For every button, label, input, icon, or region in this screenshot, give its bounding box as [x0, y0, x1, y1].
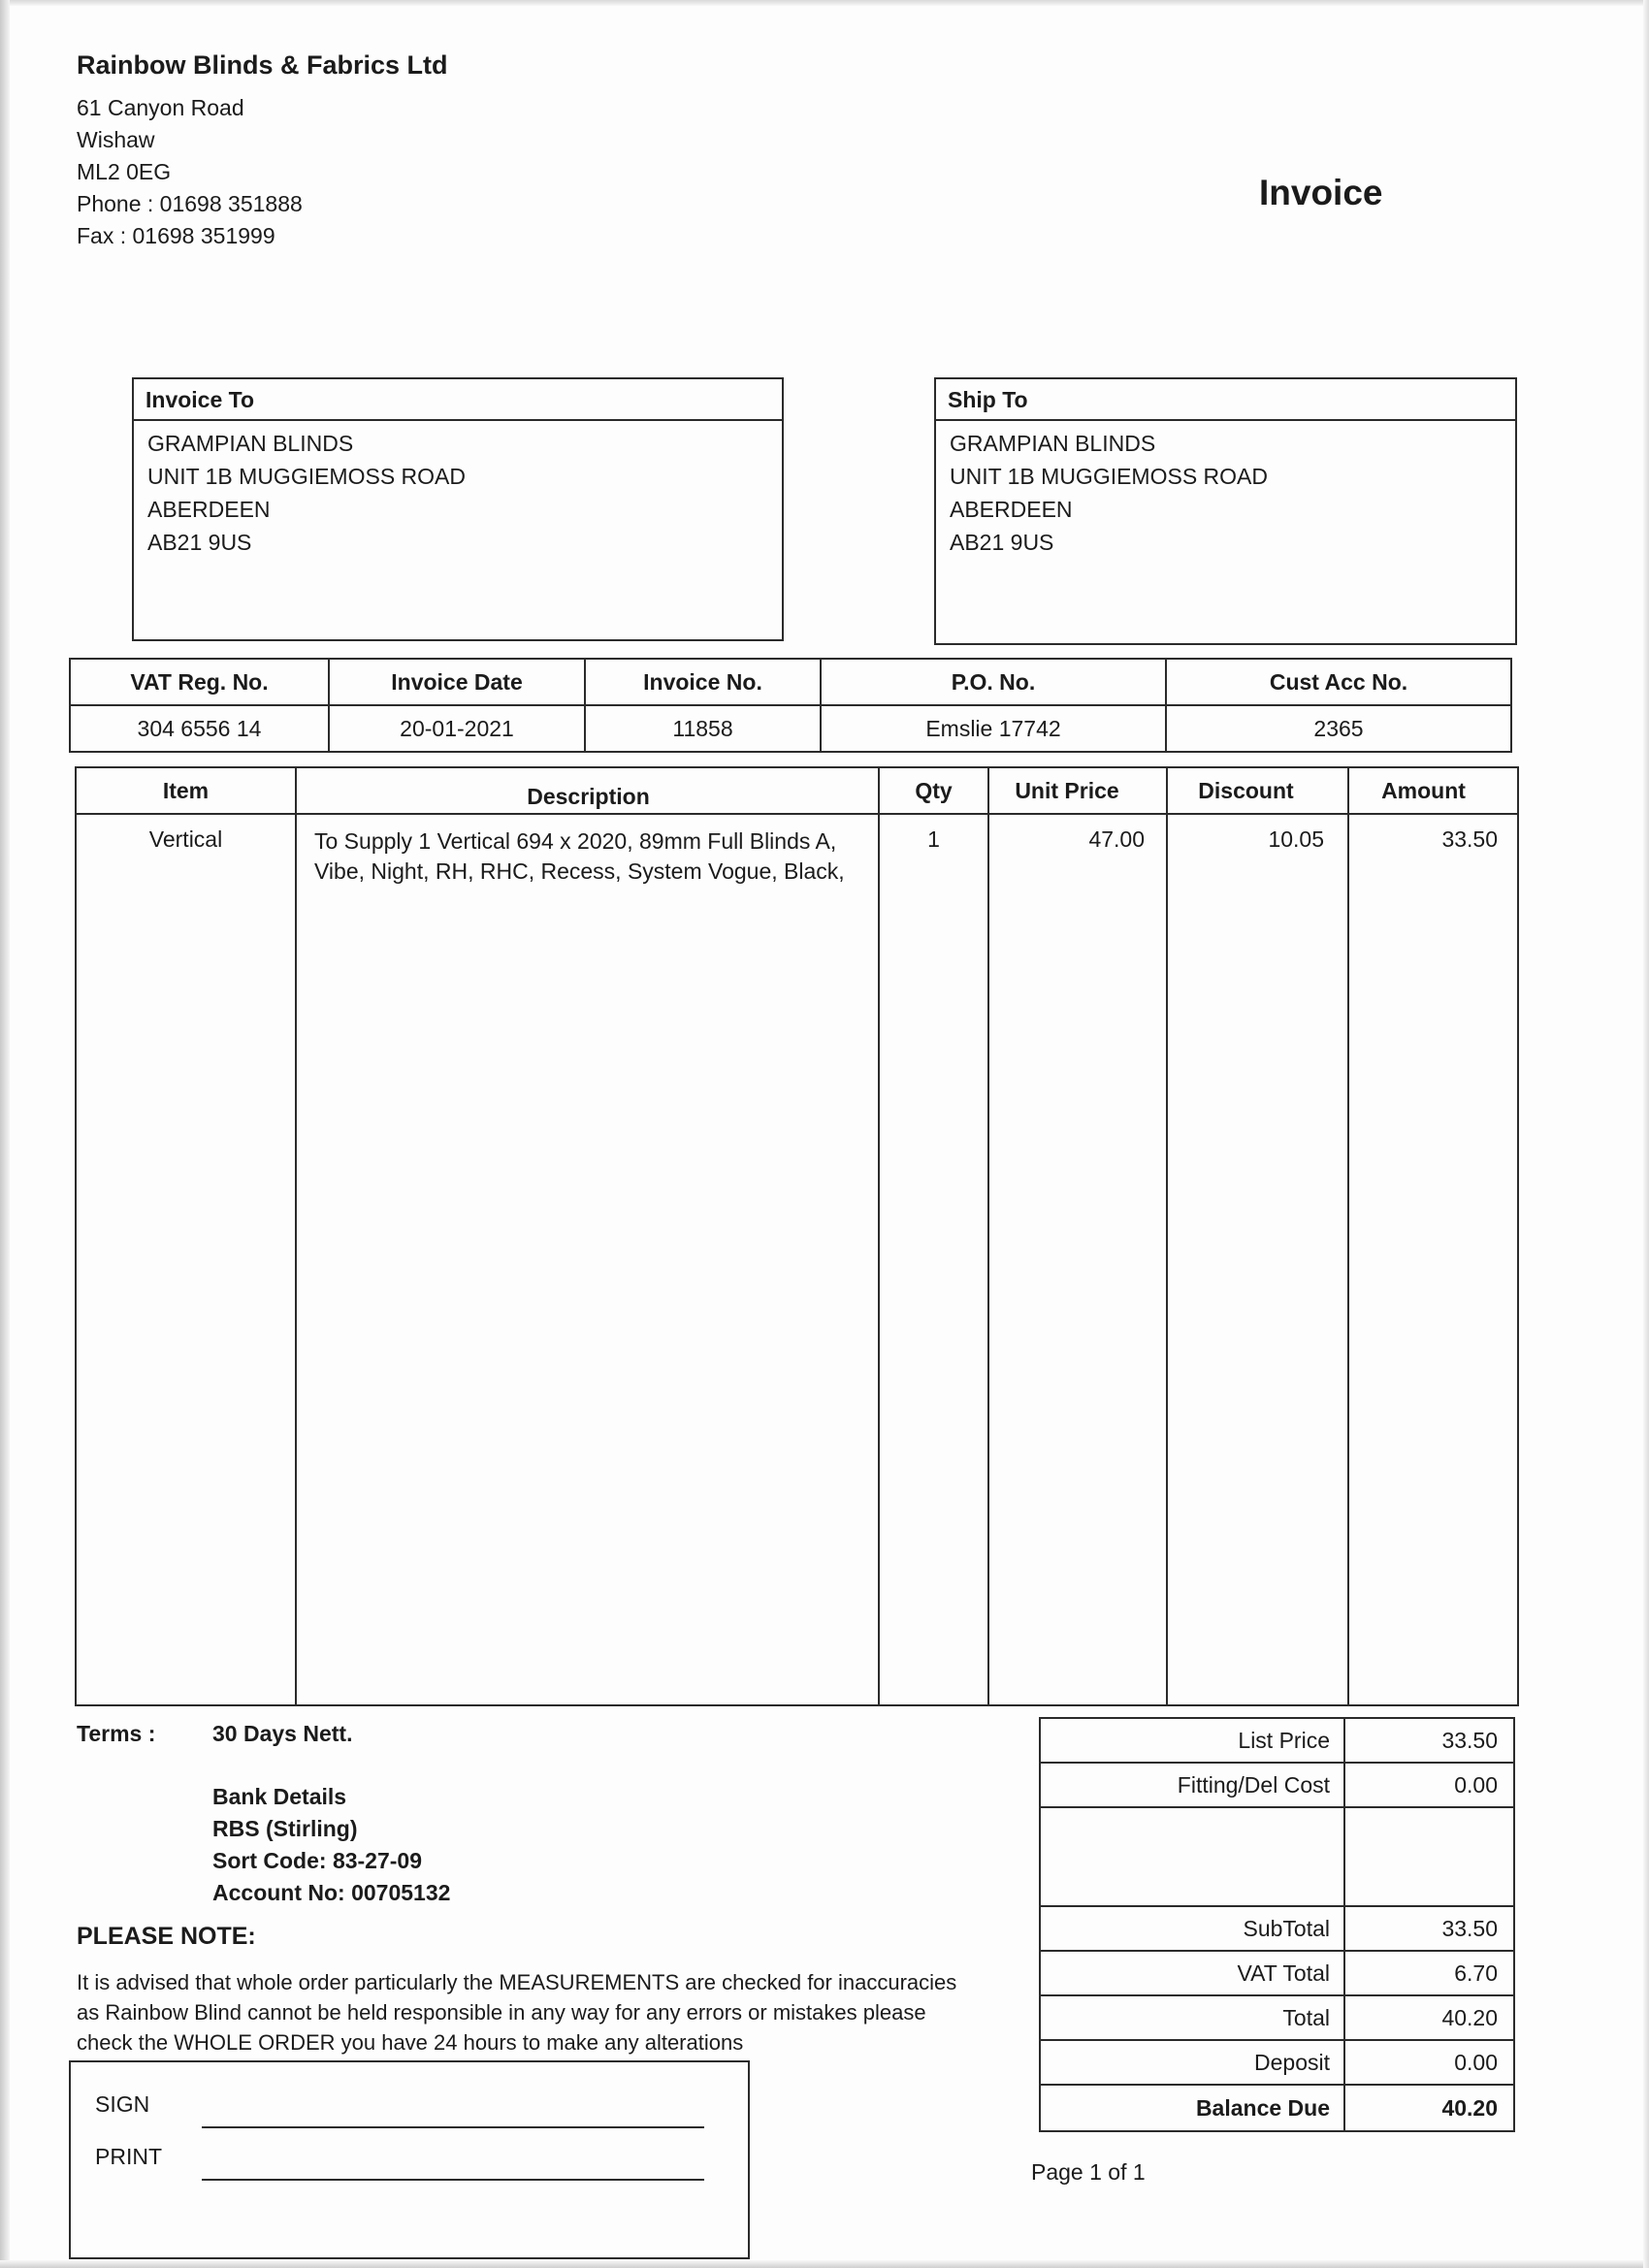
invoice-to-address [134, 421, 782, 565]
bank-details-title: Bank Details [212, 1784, 347, 1809]
meta-header-po-no: P.O. No. [822, 660, 1167, 704]
meta-value-invoice-no: 11858 [586, 706, 822, 751]
totals-row-fitting-del-cost [1041, 1764, 1513, 1808]
items-header-qty: Qty [880, 768, 989, 813]
page-number: Page 1 of 1 [1031, 2159, 1146, 2185]
totals-label: Total [1041, 1996, 1345, 2039]
bank-name: RBS (Stirling) [212, 1816, 358, 1841]
invoice-to-line: AB21 9US [147, 530, 252, 555]
item-cell-unit-price: 47.00 [989, 815, 1168, 1704]
please-note-body: It is advised that whole order particularly the MEASUREMENTS are checked for inaccuracies as Rainbow Blind cannot be held responsible in any way for any errors or mistakes please check the WHOLE ORDER you have 24 hours to make any alterations [77, 1970, 957, 2055]
items-header-unit-price: Unit Price [989, 768, 1168, 813]
terms-label: Terms : [77, 1721, 156, 1746]
print-label: PRINT [95, 2144, 162, 2169]
totals-spacer-row [1041, 1808, 1513, 1907]
invoice-to-label: Invoice To [134, 379, 782, 421]
meta-value-po-no: Emslie 17742 [822, 706, 1167, 751]
company-header [77, 50, 448, 252]
sign-line [202, 2126, 704, 2128]
items-header-description: Description [297, 768, 880, 813]
ship-to-line: UNIT 1B MUGGIEMOSS ROAD [950, 464, 1269, 489]
company-name: Rainbow Blinds & Fabrics Ltd [77, 50, 448, 80]
meta-value-invoice-date: 20-01-2021 [330, 706, 586, 751]
item-cell-description: To Supply 1 Vertical 694 x 2020, 89mm Full Blinds A, Vibe, Night, RH, RHC, Recess, System Vogue, Black, [297, 815, 880, 1704]
scan-edge-left [0, 0, 10, 2268]
items-header-amount: Amount [1381, 777, 1466, 803]
totals-value: 40.20 [1441, 2094, 1498, 2121]
items-body-row [77, 815, 1517, 1704]
document-title: Invoice [1259, 173, 1383, 212]
invoice-meta-table [69, 658, 1512, 753]
totals-spacer-value [1345, 1808, 1513, 1905]
ship-to-label: Ship To [936, 379, 1515, 421]
meta-header-invoice-date: Invoice Date [330, 660, 586, 704]
item-cell-item: Vertical [77, 815, 297, 1704]
invoice-to-line: GRAMPIAN BLINDS [147, 431, 354, 456]
items-header-item: Item [77, 768, 297, 813]
sign-label: SIGN [95, 2091, 150, 2117]
items-header-discount: Discount [1168, 768, 1349, 813]
meta-value-row [71, 706, 1510, 751]
meta-header-row [71, 660, 1510, 706]
totals-value: 33.50 [1441, 1915, 1498, 1941]
ship-to-address [936, 421, 1515, 565]
line-items-table [75, 766, 1519, 1706]
invoice-to-line: UNIT 1B MUGGIEMOSS ROAD [147, 464, 467, 489]
meta-value-cust-acc-no: 2365 [1313, 715, 1364, 741]
terms-value: 30 Days Nett. [212, 1721, 353, 1746]
company-address-line2: Wishaw [77, 127, 155, 152]
totals-label: Fitting/Del Cost [1041, 1764, 1345, 1806]
totals-spacer-label [1041, 1808, 1345, 1905]
totals-label: SubTotal [1041, 1907, 1345, 1950]
ship-to-line: GRAMPIAN BLINDS [950, 431, 1156, 456]
totals-row-subtotal [1041, 1907, 1513, 1952]
ship-to-box [934, 377, 1517, 645]
totals-value: 6.70 [1454, 1960, 1498, 1986]
totals-value: 40.20 [1441, 2004, 1498, 2030]
items-header-row [77, 768, 1517, 815]
totals-box [1039, 1717, 1515, 2132]
meta-value-vat-reg: 304 6556 14 [71, 706, 330, 751]
bank-details [212, 1781, 450, 1909]
totals-value: 0.00 [1454, 2049, 1498, 2075]
invoice-to-line: ABERDEEN [147, 497, 271, 522]
item-cell-qty: 1 [880, 815, 989, 1704]
please-note-title: PLEASE NOTE: [77, 1923, 256, 1950]
bank-account-no: Account No: 00705132 [212, 1880, 451, 1905]
bank-sort-code: Sort Code: 83-27-09 [212, 1848, 423, 1873]
signature-box [69, 2060, 750, 2259]
company-address-line3: ML2 0EG [77, 159, 172, 184]
scan-edge-right [1643, 0, 1649, 2268]
totals-row-deposit [1041, 2041, 1513, 2086]
item-cell-discount: 10.05 [1168, 815, 1349, 1704]
meta-header-cust-acc-no: Cust Acc No. [1269, 668, 1408, 695]
ship-to-line: AB21 9US [950, 530, 1054, 555]
totals-label: Deposit [1041, 2041, 1345, 2084]
totals-label: Balance Due [1041, 2086, 1345, 2130]
totals-row-total [1041, 1996, 1513, 2041]
company-address-line1: 61 Canyon Road [77, 95, 244, 120]
totals-value: 0.00 [1454, 1771, 1498, 1798]
item-cell-amount: 33.50 [1441, 826, 1498, 852]
totals-row-vat-total [1041, 1952, 1513, 1996]
ship-to-line: ABERDEEN [950, 497, 1073, 522]
print-line [202, 2179, 704, 2181]
totals-value: 33.50 [1441, 1727, 1498, 1753]
totals-label: VAT Total [1041, 1952, 1345, 1994]
company-fax: Fax : 01698 351999 [77, 223, 275, 248]
scan-edge-top [0, 0, 1649, 6]
meta-header-invoice-no: Invoice No. [586, 660, 822, 704]
totals-row-list-price [1041, 1719, 1513, 1764]
scan-edge-bottom [0, 2260, 1649, 2268]
meta-header-vat-reg: VAT Reg. No. [71, 660, 330, 704]
invoice-to-box [132, 377, 784, 641]
totals-row-balance-due [1041, 2086, 1513, 2130]
company-phone: Phone : 01698 351888 [77, 191, 303, 216]
totals-label: List Price [1041, 1719, 1345, 1762]
